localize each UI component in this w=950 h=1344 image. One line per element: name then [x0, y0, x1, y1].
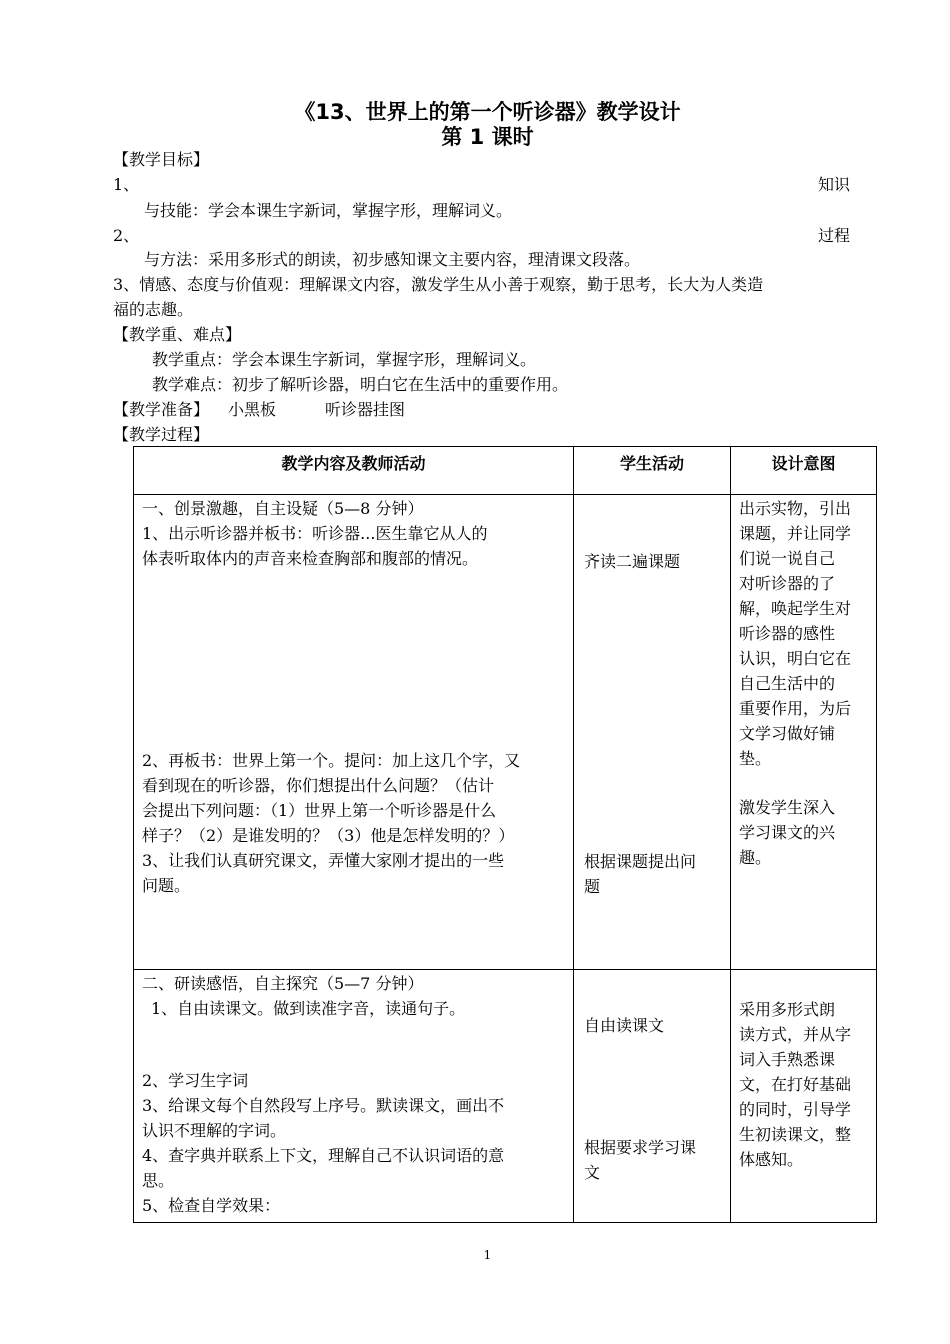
text-line: 2、再板书：世界上第一个。提问：加上这几个字，又 — [142, 751, 521, 770]
text-line: 听诊器的感性 — [739, 624, 836, 643]
table-header-row — [134, 447, 877, 495]
goals-heading: 【教学目标】 — [113, 150, 210, 169]
text-line: 的同时，引导学 — [739, 1100, 852, 1119]
text-line: 根据课题提出问 — [584, 852, 697, 871]
goal-1-number: 1、 — [113, 175, 140, 194]
goal-1-label: 知识 — [818, 175, 851, 194]
row1-teacher-cell — [134, 495, 574, 970]
text-line: 2、学习生字词 — [142, 1071, 249, 1090]
process-heading: 【教学过程】 — [113, 425, 210, 444]
text-line: 文 — [584, 1163, 601, 1182]
text-line: 一、创景激趣，自主设疑（5—8 分钟） — [142, 499, 424, 518]
text-line: 体感知。 — [739, 1150, 804, 1169]
text-line: 采用多形式朗 — [739, 1000, 836, 1019]
text-line: 思。 — [142, 1171, 175, 1190]
text-line: 激发学生深入 — [739, 798, 836, 817]
prep-item-2: 听诊器挂图 — [325, 400, 406, 419]
row1-student-cell — [574, 495, 731, 970]
prep-heading: 【教学准备】 — [113, 400, 210, 419]
table-row — [134, 970, 877, 1223]
goal-1-text: 与技能：学会本课生字新词，掌握字形，理解词义。 — [144, 201, 513, 220]
row2-student-part-b — [584, 1135, 722, 1185]
row1-student-part-b — [584, 849, 722, 899]
text-line: 文，在打好基础 — [739, 1075, 852, 1094]
text-line: 趣。 — [739, 848, 772, 867]
row1-design-part-a — [739, 496, 872, 771]
text-line: 文学习做好铺 — [739, 724, 836, 743]
goal-2-text: 与方法：采用多形式的朗读，初步感知课文主要内容，理清课文段落。 — [144, 250, 641, 269]
text-line: 3、给课文每个自然段写上序号。默读课文，画出不 — [142, 1096, 505, 1115]
text-line: 读方式，并从字 — [739, 1025, 852, 1044]
text-line: 自己生活中的 — [739, 674, 836, 693]
row2-student-part-a: 自由读课文 — [584, 1016, 665, 1035]
text-line: 词入手熟悉课 — [739, 1050, 836, 1069]
prep-item-1: 小黑板 — [228, 400, 277, 419]
document-title: 《13、世界上的第一个听诊器》教学设计 — [294, 100, 681, 124]
document-subtitle: 第 1 课时 — [441, 125, 534, 149]
row2-teacher-part-a — [142, 971, 567, 1021]
text-line: 3、让我们认真研究课文，弄懂大家刚才提出的一些 — [142, 851, 505, 870]
text-line: 样子？（2）是谁发明的？（3）他是怎样发明的？） — [142, 826, 515, 845]
text-line: 1、出示听诊器并板书：听诊器...医生靠它从人的 — [142, 524, 488, 543]
header-teacher: 教学内容及教师活动 — [134, 447, 574, 495]
text-line: 学习课文的兴 — [739, 823, 836, 842]
text-line: 课题，并让同学 — [739, 524, 852, 543]
text-line: 问题。 — [142, 876, 191, 895]
text-line: 们说一说自己 — [739, 549, 836, 568]
text-line: 体表听取体内的声音来检查胸部和腹部的情况。 — [142, 549, 479, 568]
text-line: 题 — [584, 877, 601, 896]
difficulty-point: 教学难点：初步了解听诊器，明白它在生活中的重要作用。 — [152, 375, 569, 394]
row2-design-cell — [731, 970, 877, 1223]
text-line: 4、查字典并联系上下文，理解自己不认识词语的意 — [142, 1146, 505, 1165]
row2-student-cell — [574, 970, 731, 1223]
text-line: 认识不理解的字词。 — [142, 1121, 287, 1140]
text-line: 重要作用，为后 — [739, 699, 852, 718]
goal-3-line-2: 福的志趣。 — [113, 300, 194, 319]
text-line: 会提出下列问题：（1）世界上第一个听诊器是什么 — [142, 801, 497, 820]
row1-design-cell — [731, 495, 877, 970]
row1-teacher-part-b — [142, 748, 567, 898]
text-line: 垫。 — [739, 749, 772, 768]
row2-teacher-cell — [134, 970, 574, 1223]
row1-student-part-a: 齐读二遍课题 — [584, 552, 681, 571]
goal-2-number: 2、 — [113, 226, 140, 245]
row2-teacher-part-b — [142, 1068, 567, 1218]
text-line: 生初读课文，整 — [739, 1125, 852, 1144]
text-line: 二、研读感悟，自主探究（5—7 分钟） — [142, 974, 424, 993]
header-student: 学生活动 — [574, 447, 731, 495]
header-design: 设计意图 — [731, 447, 877, 495]
text-line: 5、检查自学效果： — [142, 1196, 281, 1215]
text-line: 解，唤起学生对 — [739, 599, 852, 618]
text-line: 1、自由读课文。做到读准字音，读通句子。 — [151, 999, 466, 1018]
row1-design-part-b — [739, 795, 872, 870]
row1-teacher-part-a — [142, 496, 567, 571]
text-line: 出示实物，引出 — [739, 499, 852, 518]
text-line: 看到现在的听诊器，你们想提出什么问题？（估计 — [142, 776, 495, 795]
text-line: 认识，明白它在 — [739, 649, 852, 668]
key-point: 教学重点：学会本课生字新词，掌握字形，理解词义。 — [152, 350, 537, 369]
row2-design-text — [739, 997, 872, 1172]
keypoints-heading: 【教学重、难点】 — [113, 325, 242, 344]
goal-2-label: 过程 — [818, 226, 851, 245]
table-row — [134, 495, 877, 970]
text-line: 根据要求学习课 — [584, 1138, 697, 1157]
text-line: 对听诊器的了 — [739, 574, 836, 593]
page-number: 1 — [483, 1248, 492, 1262]
teaching-process-table — [133, 446, 877, 1223]
goal-3-line-1: 3、情感、态度与价值观：理解课文内容，激发学生从小善于观察，勤于思考，长大为人类造 — [113, 275, 764, 294]
